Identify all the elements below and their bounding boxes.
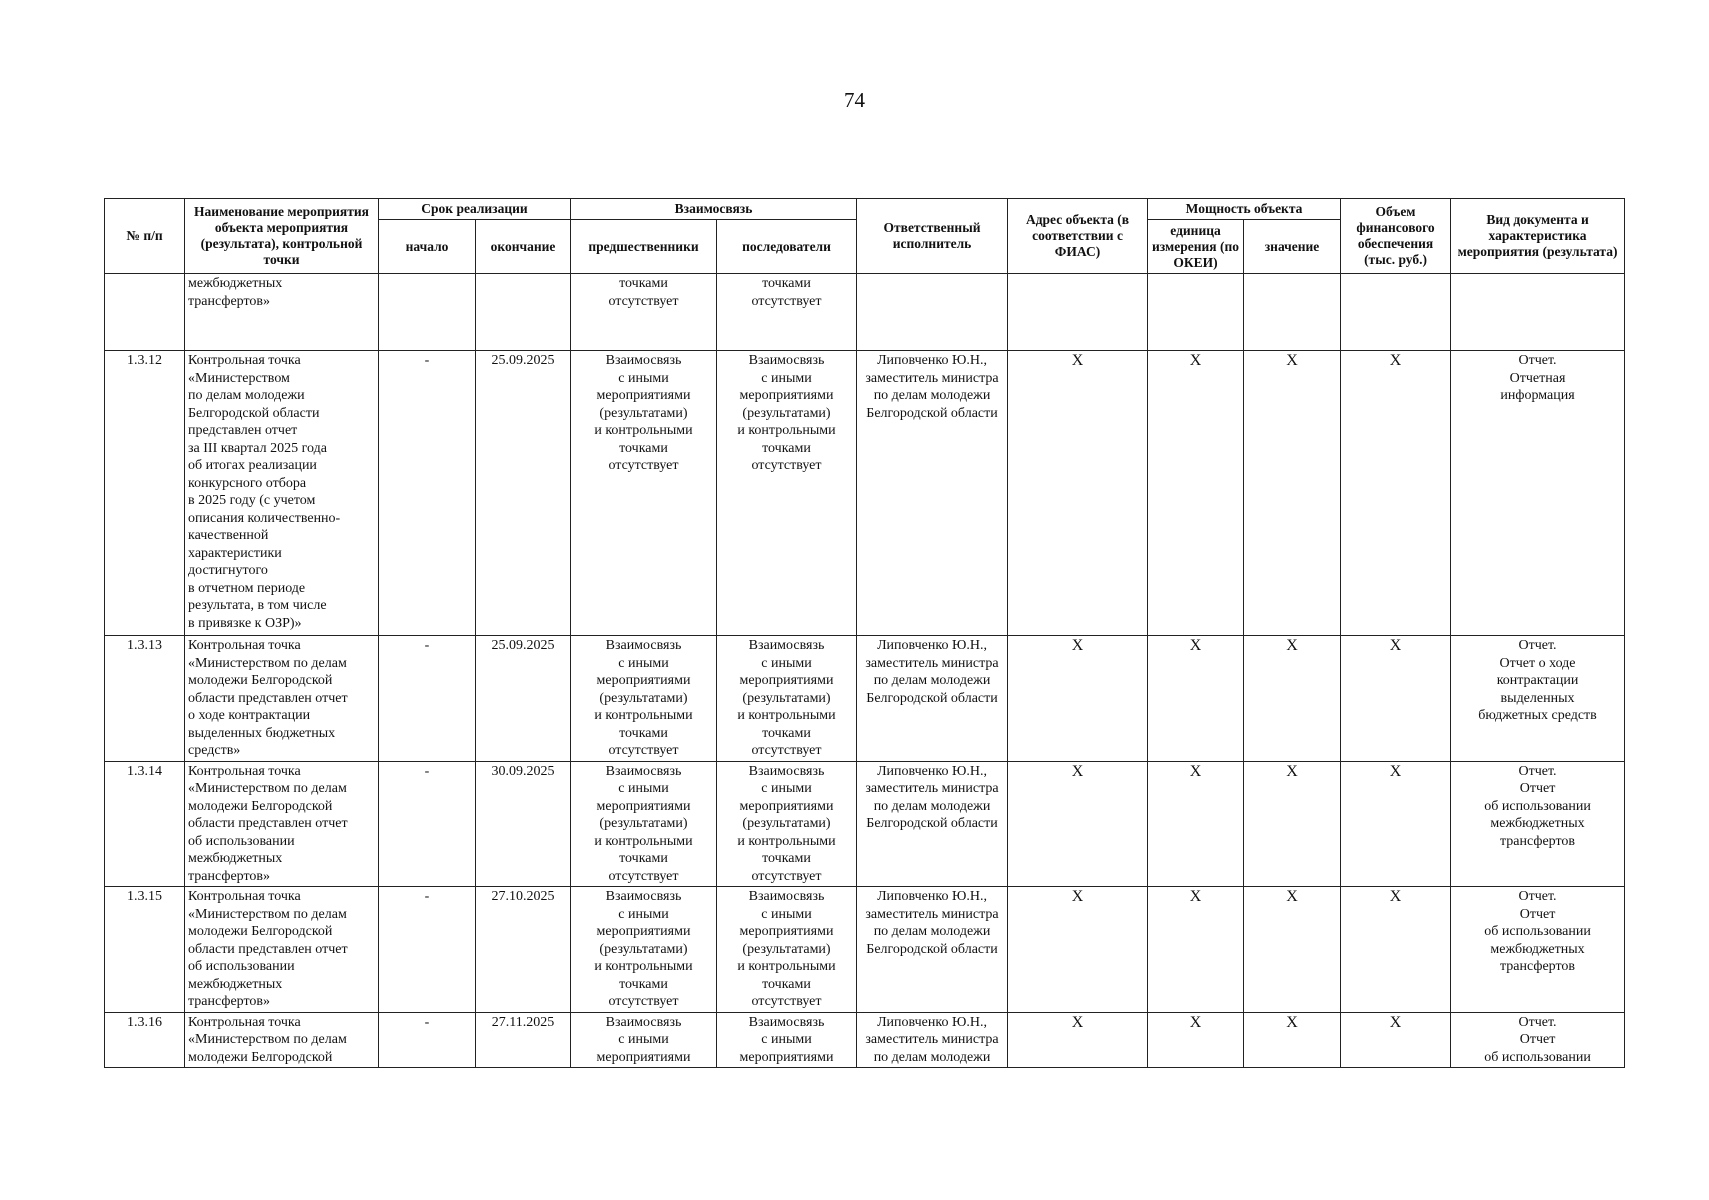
- table-row-continuation: [105, 274, 1625, 351]
- cell-address: [1008, 274, 1148, 351]
- header-responsible: Ответственный исполнитель: [857, 199, 1008, 274]
- cell-name: Контрольная точка «Министерством по делам молодежи Белгородской области представлен отчет о ходе контрактации выделенных бюджетных средств»: [185, 636, 379, 762]
- cell-value: X: [1244, 887, 1341, 1013]
- cell-unit: X: [1148, 887, 1244, 1013]
- cell-name: Контрольная точка «Министерством по делам молодежи Белгородской области представлен отчет за III квартал 2025 года об итогах реализации конкурсного отбора в 2025 году (с учетом описания количественно- качественной характеристики достигнутого в отчетном периоде результата, в том числе в привязке к ОЗР)»: [185, 351, 379, 636]
- header-predecessors: предшественники: [571, 220, 717, 274]
- header-unit: единица измерения (по ОКЕИ): [1148, 220, 1244, 274]
- cell-num: 1.3.15: [105, 887, 185, 1013]
- cell-successors: точками отсутствует: [717, 274, 857, 351]
- cell-unit: X: [1148, 636, 1244, 762]
- cell-responsible: Липовченко Ю.Н., заместитель министра по делам молодежи Белгородской области: [857, 351, 1008, 636]
- cell-num: 1.3.14: [105, 761, 185, 887]
- cell-responsible: Липовченко Ю.Н., заместитель министра по делам молодежи Белгородской области: [857, 761, 1008, 887]
- cell-document: Отчет. Отчет о ходе контрактации выделенных бюджетных средств: [1451, 636, 1625, 762]
- header-link: Взаимосвязь: [571, 199, 857, 220]
- cell-successors: Взаимосвязь с иными мероприятиями (результатами) и контрольными точками отсутствует: [717, 351, 857, 636]
- table-row: [105, 761, 1625, 887]
- header-address: Адрес объекта (в соответствии с ФИАС): [1008, 199, 1148, 274]
- cell-finance: X: [1341, 636, 1451, 762]
- header-end: окончание: [476, 220, 571, 274]
- cell-responsible: Липовченко Ю.Н., заместитель министра по делам молодежи Белгородской области: [857, 887, 1008, 1013]
- cell-address: X: [1008, 351, 1148, 636]
- cell-num: [105, 274, 185, 351]
- cell-responsible: [857, 274, 1008, 351]
- cell-address: X: [1008, 761, 1148, 887]
- cell-end: 30.09.2025: [476, 761, 571, 887]
- cell-name: Контрольная точка «Министерством по делам молодежи Белгородской области представлен отчет об использовании межбюджетных трансфертов»: [185, 887, 379, 1013]
- table-body: [105, 274, 1625, 1068]
- table-row: [105, 351, 1625, 636]
- cell-address: X: [1008, 887, 1148, 1013]
- header-finance: Объем финансового обеспечения (тыс. руб.): [1341, 199, 1451, 274]
- cell-finance: X: [1341, 761, 1451, 887]
- cell-predecessors: Взаимосвязь с иными мероприятиями: [571, 1012, 717, 1068]
- cell-predecessors: Взаимосвязь с иными мероприятиями (результатами) и контрольными точками отсутствует: [571, 887, 717, 1013]
- cell-predecessors: точками отсутствует: [571, 274, 717, 351]
- cell-start: -: [379, 887, 476, 1013]
- header-power: Мощность объекта: [1148, 199, 1341, 220]
- cell-predecessors: Взаимосвязь с иными мероприятиями (результатами) и контрольными точками отсутствует: [571, 636, 717, 762]
- header-value: значение: [1244, 220, 1341, 274]
- cell-name: межбюджетных трансфертов»: [185, 274, 379, 351]
- table-row: [105, 1012, 1625, 1068]
- table-row: [105, 887, 1625, 1013]
- cell-document: Отчет. Отчет об использовании межбюджетных трансфертов: [1451, 887, 1625, 1013]
- cell-start: [379, 274, 476, 351]
- cell-name: Контрольная точка «Министерством по делам молодежи Белгородской области представлен отчет об использовании межбюджетных трансфертов»: [185, 761, 379, 887]
- cell-successors: Взаимосвязь с иными мероприятиями (результатами) и контрольными точками отсутствует: [717, 887, 857, 1013]
- cell-unit: X: [1148, 1012, 1244, 1068]
- activity-plan-table: [104, 198, 1625, 1068]
- cell-document: [1451, 274, 1625, 351]
- header-name: Наименование мероприятия объекта мероприятия (результата), контрольной точки: [185, 199, 379, 274]
- header-document: Вид документа и характеристика мероприятия (результата): [1451, 199, 1625, 274]
- cell-unit: X: [1148, 351, 1244, 636]
- table-header: [105, 199, 1625, 274]
- cell-end: [476, 274, 571, 351]
- cell-start: -: [379, 636, 476, 762]
- table-row: [105, 636, 1625, 762]
- cell-num: 1.3.13: [105, 636, 185, 762]
- cell-finance: X: [1341, 1012, 1451, 1068]
- cell-value: X: [1244, 636, 1341, 762]
- header-start: начало: [379, 220, 476, 274]
- cell-document: Отчет. Отчет об использовании межбюджетных трансфертов: [1451, 761, 1625, 887]
- cell-end: 25.09.2025: [476, 636, 571, 762]
- cell-name: Контрольная точка «Министерством по делам молодежи Белгородской: [185, 1012, 379, 1068]
- cell-address: X: [1008, 1012, 1148, 1068]
- cell-responsible: Липовченко Ю.Н., заместитель министра по делам молодежи Белгородской области: [857, 636, 1008, 762]
- cell-predecessors: Взаимосвязь с иными мероприятиями (результатами) и контрольными точками отсутствует: [571, 761, 717, 887]
- header-term: Срок реализации: [379, 199, 571, 220]
- cell-finance: X: [1341, 351, 1451, 636]
- cell-end: 27.10.2025: [476, 887, 571, 1013]
- cell-num: 1.3.12: [105, 351, 185, 636]
- cell-document: Отчет. Отчет об использовании: [1451, 1012, 1625, 1068]
- cell-successors: Взаимосвязь с иными мероприятиями (результатами) и контрольными точками отсутствует: [717, 636, 857, 762]
- page-number: 74: [844, 88, 865, 112]
- header-successors: последователи: [717, 220, 857, 274]
- cell-start: -: [379, 351, 476, 636]
- cell-value: X: [1244, 1012, 1341, 1068]
- cell-unit: [1148, 274, 1244, 351]
- cell-start: -: [379, 761, 476, 887]
- cell-value: [1244, 274, 1341, 351]
- cell-document: Отчет. Отчетная информация: [1451, 351, 1625, 636]
- cell-successors: Взаимосвязь с иными мероприятиями (результатами) и контрольными точками отсутствует: [717, 761, 857, 887]
- cell-finance: [1341, 274, 1451, 351]
- cell-value: X: [1244, 351, 1341, 636]
- cell-predecessors: Взаимосвязь с иными мероприятиями (результатами) и контрольными точками отсутствует: [571, 351, 717, 636]
- cell-unit: X: [1148, 761, 1244, 887]
- cell-num: 1.3.16: [105, 1012, 185, 1068]
- cell-responsible: Липовченко Ю.Н., заместитель министра по делам молодежи: [857, 1012, 1008, 1068]
- cell-end: 27.11.2025: [476, 1012, 571, 1068]
- cell-successors: Взаимосвязь с иными мероприятиями: [717, 1012, 857, 1068]
- cell-value: X: [1244, 761, 1341, 887]
- cell-end: 25.09.2025: [476, 351, 571, 636]
- header-num: № п/п: [105, 199, 185, 274]
- cell-start: -: [379, 1012, 476, 1068]
- cell-address: X: [1008, 636, 1148, 762]
- cell-finance: X: [1341, 887, 1451, 1013]
